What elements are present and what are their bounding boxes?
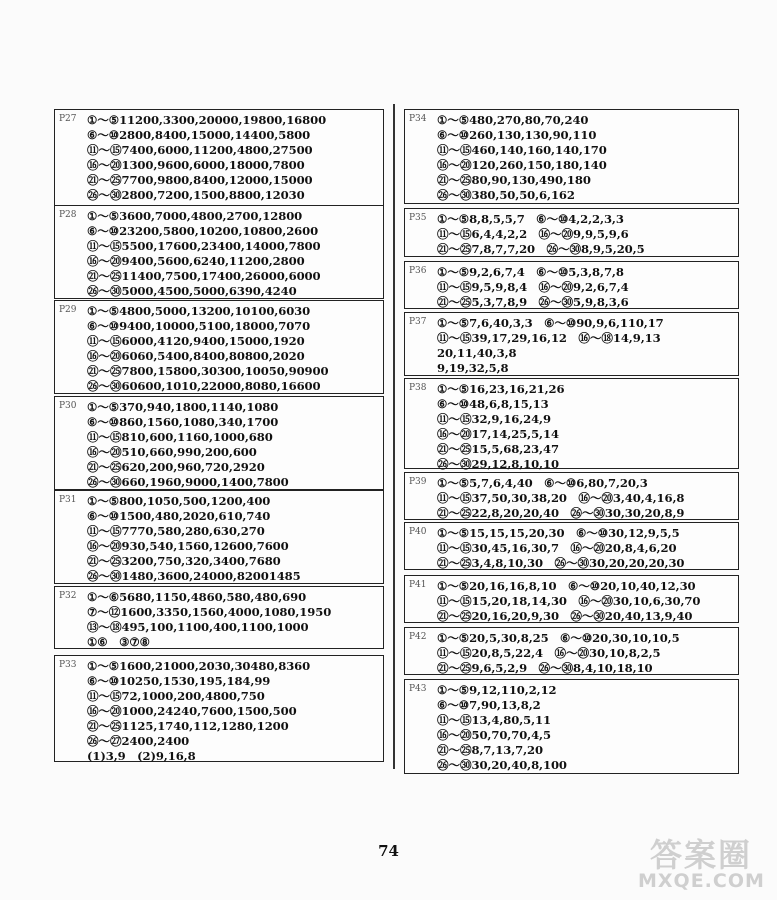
answer-line: ⑪～⑮72,1000,200,4800,750 — [87, 689, 265, 703]
answer-block-p30 — [54, 396, 384, 490]
answer-block-p40 — [404, 522, 739, 570]
answer-line: ①～⑤11200,3300,20000,19800,16800 — [87, 113, 327, 127]
page-label: P27 — [59, 114, 77, 124]
answer-line: ①～⑤800,1050,500,1200,400 — [87, 494, 271, 508]
watermark-logo: 答案圈 — [650, 836, 753, 874]
answer-line: (1)3,9 (2)9,16,8 — [87, 749, 196, 763]
answer-line: ①～⑤15,15,15,20,30 ⑥～⑩30,12,9,5,5 — [437, 526, 680, 540]
page-label: P34 — [409, 114, 427, 124]
answer-block-p39 — [404, 472, 739, 520]
answer-line: ⑪～⑮9,5,9,8,4 ⑯～⑳9,2,6,7,4 — [437, 280, 629, 294]
answer-line: ⑯～⑳1300,9600,6000,18000,7800 — [87, 158, 305, 172]
answer-line: ①～⑤370,940,1800,1140,1080 — [87, 400, 279, 414]
answer-line: ⑪～⑮7400,6000,11200,4800,27500 — [87, 143, 313, 157]
answer-line: ㉑～㉕11400,7500,17400,26000,6000 — [87, 269, 321, 283]
answer-line: ①～⑤20,16,16,8,10 ⑥～⑩20,10,40,12,30 — [437, 579, 696, 593]
answer-block-p37 — [404, 312, 739, 376]
answer-line: ㉖～㉚30,20,40,8,100 — [437, 758, 567, 772]
answer-line: ㉑～㉕22,8,20,20,40 ㉖～㉚30,30,20,8,9 — [437, 506, 685, 520]
answer-line: ⑪～⑮6,4,4,2,2 ⑯～⑳9,9,5,9,6 — [437, 227, 629, 241]
answer-line: ⑯～⑳930,540,1560,12600,7600 — [87, 539, 289, 553]
answer-line: ㉑～㉕3200,750,320,3400,7680 — [87, 554, 281, 568]
answer-line: ⑬～⑱495,100,1100,400,1100,1000 — [87, 620, 309, 634]
answer-block-p27 — [54, 109, 384, 206]
answer-line: ⑪～⑮20,8,5,22,4 ⑯～⑳30,10,8,2,5 — [437, 646, 661, 660]
answer-line: ⑪～⑮39,17,29,16,12 ⑯～⑱14,9,13 — [437, 331, 661, 345]
answer-line: ①～⑤4800,5000,13200,10100,6030 — [87, 304, 311, 318]
answer-line: ⑥～⑩9400,10000,5100,18000,7070 — [87, 319, 311, 333]
page-label: P41 — [409, 580, 427, 590]
answer-line: ㉑～㉕7800,15800,30300,10050,90900 — [87, 364, 329, 378]
page-label: P35 — [409, 213, 427, 223]
answer-line: ㉖～㉚1480,3600,24000,82001485 — [87, 569, 301, 583]
answer-line: ①～⑤9,12,110,2,12 — [437, 683, 557, 697]
answer-line: ㉖～㉚380,50,50,6,162 — [437, 188, 575, 202]
answer-line: ㉑～㉕1125,1740,112,1280,1200 — [87, 719, 289, 733]
answer-line: ⑥～⑩48,6,8,15,13 — [437, 397, 549, 411]
answer-line: ㉖～㉚5000,4500,5000,6390,4240 — [87, 284, 297, 298]
answer-line: ①～⑥5680,1150,4860,580,480,690 — [87, 590, 307, 604]
answer-line: ⑪～⑮7770,580,280,630,270 — [87, 524, 265, 538]
answer-line: ⑪～⑮5500,17600,23400,14000,7800 — [87, 239, 321, 253]
answer-line: ①⑥ ③⑦⑧ — [87, 635, 150, 649]
answer-line: ①～⑤8,8,5,5,7 ⑥～⑩4,2,2,3,3 — [437, 212, 624, 226]
answer-block-p42 — [404, 627, 739, 675]
answer-block-p35 — [404, 208, 739, 257]
watermark-url: MXQE.COM — [638, 870, 765, 892]
page-label: P31 — [59, 495, 77, 505]
answer-line: ⑦～⑫1600,3350,1560,4000,1080,1950 — [87, 605, 332, 619]
answer-block-p43 — [404, 679, 739, 774]
page-label: P30 — [59, 401, 77, 411]
answer-line: ⑪～⑮810,600,1160,1000,680 — [87, 430, 273, 444]
answer-line: ⑯～⑳50,70,70,4,5 — [437, 728, 551, 742]
answer-line: ①～⑤3600,7000,4800,2700,12800 — [87, 209, 303, 223]
answer-line: ①～⑤20,5,30,8,25 ⑥～⑩20,30,10,10,5 — [437, 631, 680, 645]
answer-line: ⑥～⑩23200,5800,10200,10800,2600 — [87, 224, 319, 238]
answer-line: ⑪～⑮37,50,30,38,20 ⑯～⑳3,40,4,16,8 — [437, 491, 685, 505]
page-label: P28 — [59, 210, 77, 220]
answer-line: 20,11,40,3,8 — [437, 346, 517, 360]
answer-line: ⑪～⑮6000,4120,9400,15000,1920 — [87, 334, 305, 348]
answer-block-p31 — [54, 490, 384, 584]
answer-line: ㉑～㉕5,3,7,8,9 ㉖～㉚5,9,8,3,6 — [437, 295, 629, 309]
answer-line: ㉑～㉕8,7,13,7,20 — [437, 743, 543, 757]
answer-block-p41 — [404, 575, 739, 623]
page-label: P42 — [409, 632, 427, 642]
answer-line: ⑯～⑳120,260,150,180,140 — [437, 158, 607, 172]
answer-line: ⑥～⑩2800,8400,15000,14400,5800 — [87, 128, 311, 142]
answer-line: ㉑～㉕15,5,68,23,47 — [437, 442, 559, 456]
answer-line: ①～⑤16,23,16,21,26 — [437, 382, 565, 396]
answer-line: ⑪～⑮32,9,16,24,9 — [437, 412, 551, 426]
answer-line: ㉖～㉗2400,2400 — [87, 734, 190, 748]
answer-block-p34 — [404, 109, 739, 204]
answer-block-p28 — [54, 205, 384, 299]
answer-line: ⑯～⑳510,660,990,200,600 — [87, 445, 257, 459]
answer-line: ㉖～㉚2800,7200,1500,8800,12030 — [87, 188, 305, 202]
answer-line: ⑥～⑩10250,1530,195,184,99 — [87, 674, 271, 688]
answer-line: ㉑～㉕7,8,7,7,20 ㉖～㉚8,9,5,20,5 — [437, 242, 645, 256]
page-label: P37 — [409, 317, 427, 327]
answer-line: ①～⑤9,2,6,7,4 ⑥～⑩5,3,8,7,8 — [437, 265, 624, 279]
answer-block-p32 — [54, 586, 384, 649]
answer-line: ⑯～⑳1000,24240,7600,1500,500 — [87, 704, 297, 718]
answer-line: ㉖～㉚29,12,8,10,10 — [437, 457, 559, 471]
answer-block-p36 — [404, 261, 739, 309]
answer-line: ⑯～⑳9400,5600,6240,11200,2800 — [87, 254, 305, 268]
answer-line: ⑯～⑳17,14,25,5,14 — [437, 427, 559, 441]
answer-line: ⑪～⑮13,4,80,5,11 — [437, 713, 551, 727]
answer-line: ⑯～⑳6060,5400,8400,80800,2020 — [87, 349, 305, 363]
answer-line: ①～⑤7,6,40,3,3 ⑥～⑩90,9,6,110,17 — [437, 316, 664, 330]
answer-line: ㉑～㉕620,200,960,720,2920 — [87, 460, 265, 474]
answer-line: ㉑～㉕9,6,5,2,9 ㉖～㉚8,4,10,18,10 — [437, 661, 653, 675]
page-label: P33 — [59, 660, 77, 670]
answer-line: ㉑～㉕7700,9800,8400,12000,15000 — [87, 173, 313, 187]
column-divider — [393, 104, 395, 769]
answer-block-p38 — [404, 378, 739, 469]
page-label: P43 — [409, 684, 427, 694]
page-label: P39 — [409, 477, 427, 487]
answer-line: ⑥～⑩1500,480,2020,610,740 — [87, 509, 271, 523]
answer-line: ⑪～⑮15,20,18,14,30 ⑯～⑳30,10,6,30,70 — [437, 594, 701, 608]
answer-line: 9,19,32,5,8 — [437, 361, 509, 375]
answer-line: ㉑～㉕80,90,130,490,180 — [437, 173, 591, 187]
page-label: P29 — [59, 305, 77, 315]
answer-block-p29 — [54, 300, 384, 394]
page-label: P36 — [409, 266, 427, 276]
answer-line: ⑪～⑮460,140,160,140,170 — [437, 143, 607, 157]
answer-line: ㉖～㉚660,1960,9000,1400,7800 — [87, 475, 289, 489]
answer-line: ⑥～⑩260,130,130,90,110 — [437, 128, 597, 142]
answer-line: ①～⑤480,270,80,70,240 — [437, 113, 589, 127]
answer-block-p33 — [54, 655, 384, 762]
answer-line: ㉑～㉕3,4,8,10,30 ㉖～㉚30,20,20,20,30 — [437, 556, 685, 570]
page-label: P40 — [409, 527, 427, 537]
page-number: 74 — [378, 842, 399, 860]
answer-line: ①～⑤1600,21000,2030,30480,8360 — [87, 659, 311, 673]
page-label: P32 — [59, 591, 77, 601]
answer-line: ⑪～⑮30,45,16,30,7 ⑯～⑳20,8,4,6,20 — [437, 541, 677, 555]
page-label: P38 — [409, 383, 427, 393]
answer-line: ①～⑤5,7,6,4,40 ⑥～⑩6,80,7,20,3 — [437, 476, 648, 490]
answer-line: ⑥～⑩860,1560,1080,340,1700 — [87, 415, 279, 429]
answer-line: ⑥～⑩7,90,13,8,2 — [437, 698, 541, 712]
answer-line: ㉑～㉕20,16,20,9,30 ㉖～㉚20,40,13,9,40 — [437, 609, 693, 623]
answer-line: ㉖～㉚60600,1010,22000,8080,16600 — [87, 379, 321, 393]
